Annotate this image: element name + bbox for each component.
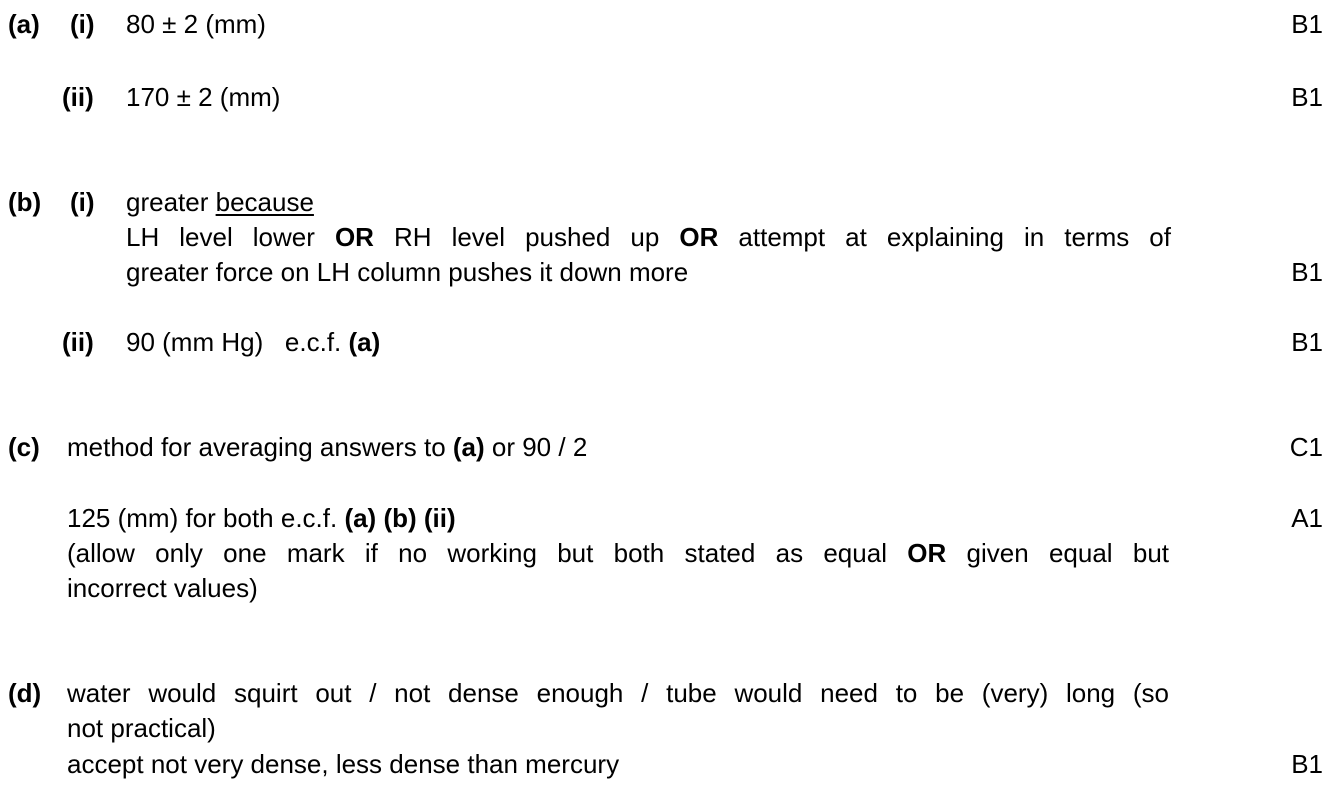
part-b-i-line2-part2: RH level pushed up (373, 222, 680, 252)
part-c-line3-part1: (allow only one mark if no working but both stated as equal (67, 538, 908, 568)
part-d-mark: B1 (1291, 749, 1323, 779)
part-b-label: (b) (8, 187, 42, 217)
part-c-line4: incorrect values) (67, 573, 258, 603)
part-a-label: (a) (8, 9, 40, 39)
part-a-i-mark: B1 (1291, 9, 1323, 39)
part-a-i-label: (i) (70, 9, 95, 39)
part-b-i-greater: greater (126, 187, 216, 217)
part-b-i-label: (i) (70, 187, 95, 217)
part-c-line1 (67, 432, 587, 462)
part-b-i-mark: B1 (1291, 257, 1323, 287)
part-b-ii-ecf-ref: (a) (348, 327, 381, 357)
part-b-ii-label: (ii) (62, 327, 94, 357)
part-c-line2 (67, 503, 456, 533)
part-b-i-line3: greater force on LH column pushes it down more (126, 257, 689, 287)
part-c-line1-part1: method for averaging answers to (67, 432, 453, 462)
part-b-i-because: because (215, 187, 314, 217)
part-a-i-answer: 80 ± 2 (mm) (126, 9, 266, 39)
part-b-i-or2: OR (679, 222, 719, 252)
part-b-i-line2 (126, 222, 1171, 252)
part-c-mark-c1: C1 (1289, 432, 1323, 462)
part-c-mark-a1: A1 (1291, 503, 1323, 533)
part-a-ii-label: (ii) (62, 82, 94, 112)
part-d-label: (d) (8, 678, 42, 708)
part-b-i-line2-part3: attempt at explaining in terms of (718, 222, 1171, 252)
part-b-i-or1: OR (334, 222, 374, 252)
part-d-line2: not practical) (67, 713, 216, 743)
part-a-ii-answer: 170 ± 2 (mm) (126, 82, 281, 112)
part-b-ii-mark: B1 (1291, 327, 1323, 357)
part-c-line2-refs: (a) (b) (ii) (344, 503, 456, 533)
part-c-line3-part2: given equal but (946, 538, 1169, 568)
part-c-line3 (67, 538, 1169, 568)
part-b-i-line1 (126, 187, 314, 217)
part-c-line1-ref: (a) (452, 432, 485, 462)
part-c-line3-or: OR (907, 538, 947, 568)
part-c-label: (c) (8, 432, 40, 462)
part-a-ii-mark: B1 (1291, 82, 1323, 112)
part-c-line1-part2: or 90 / 2 (484, 432, 588, 462)
part-b-ii-answer-text: 90 (mm Hg) e.c.f. (126, 327, 349, 357)
part-b-ii-answer (126, 327, 380, 357)
part-d-line1: water would squirt out / not dense enough / tube would need to be (very) long (so (67, 678, 1169, 708)
part-b-i-line2-part1: LH level lower (126, 222, 335, 252)
part-d-line3: accept not very dense, less dense than mercury (67, 749, 620, 779)
part-c-line2-text: 125 (mm) for both e.c.f. (67, 503, 345, 533)
